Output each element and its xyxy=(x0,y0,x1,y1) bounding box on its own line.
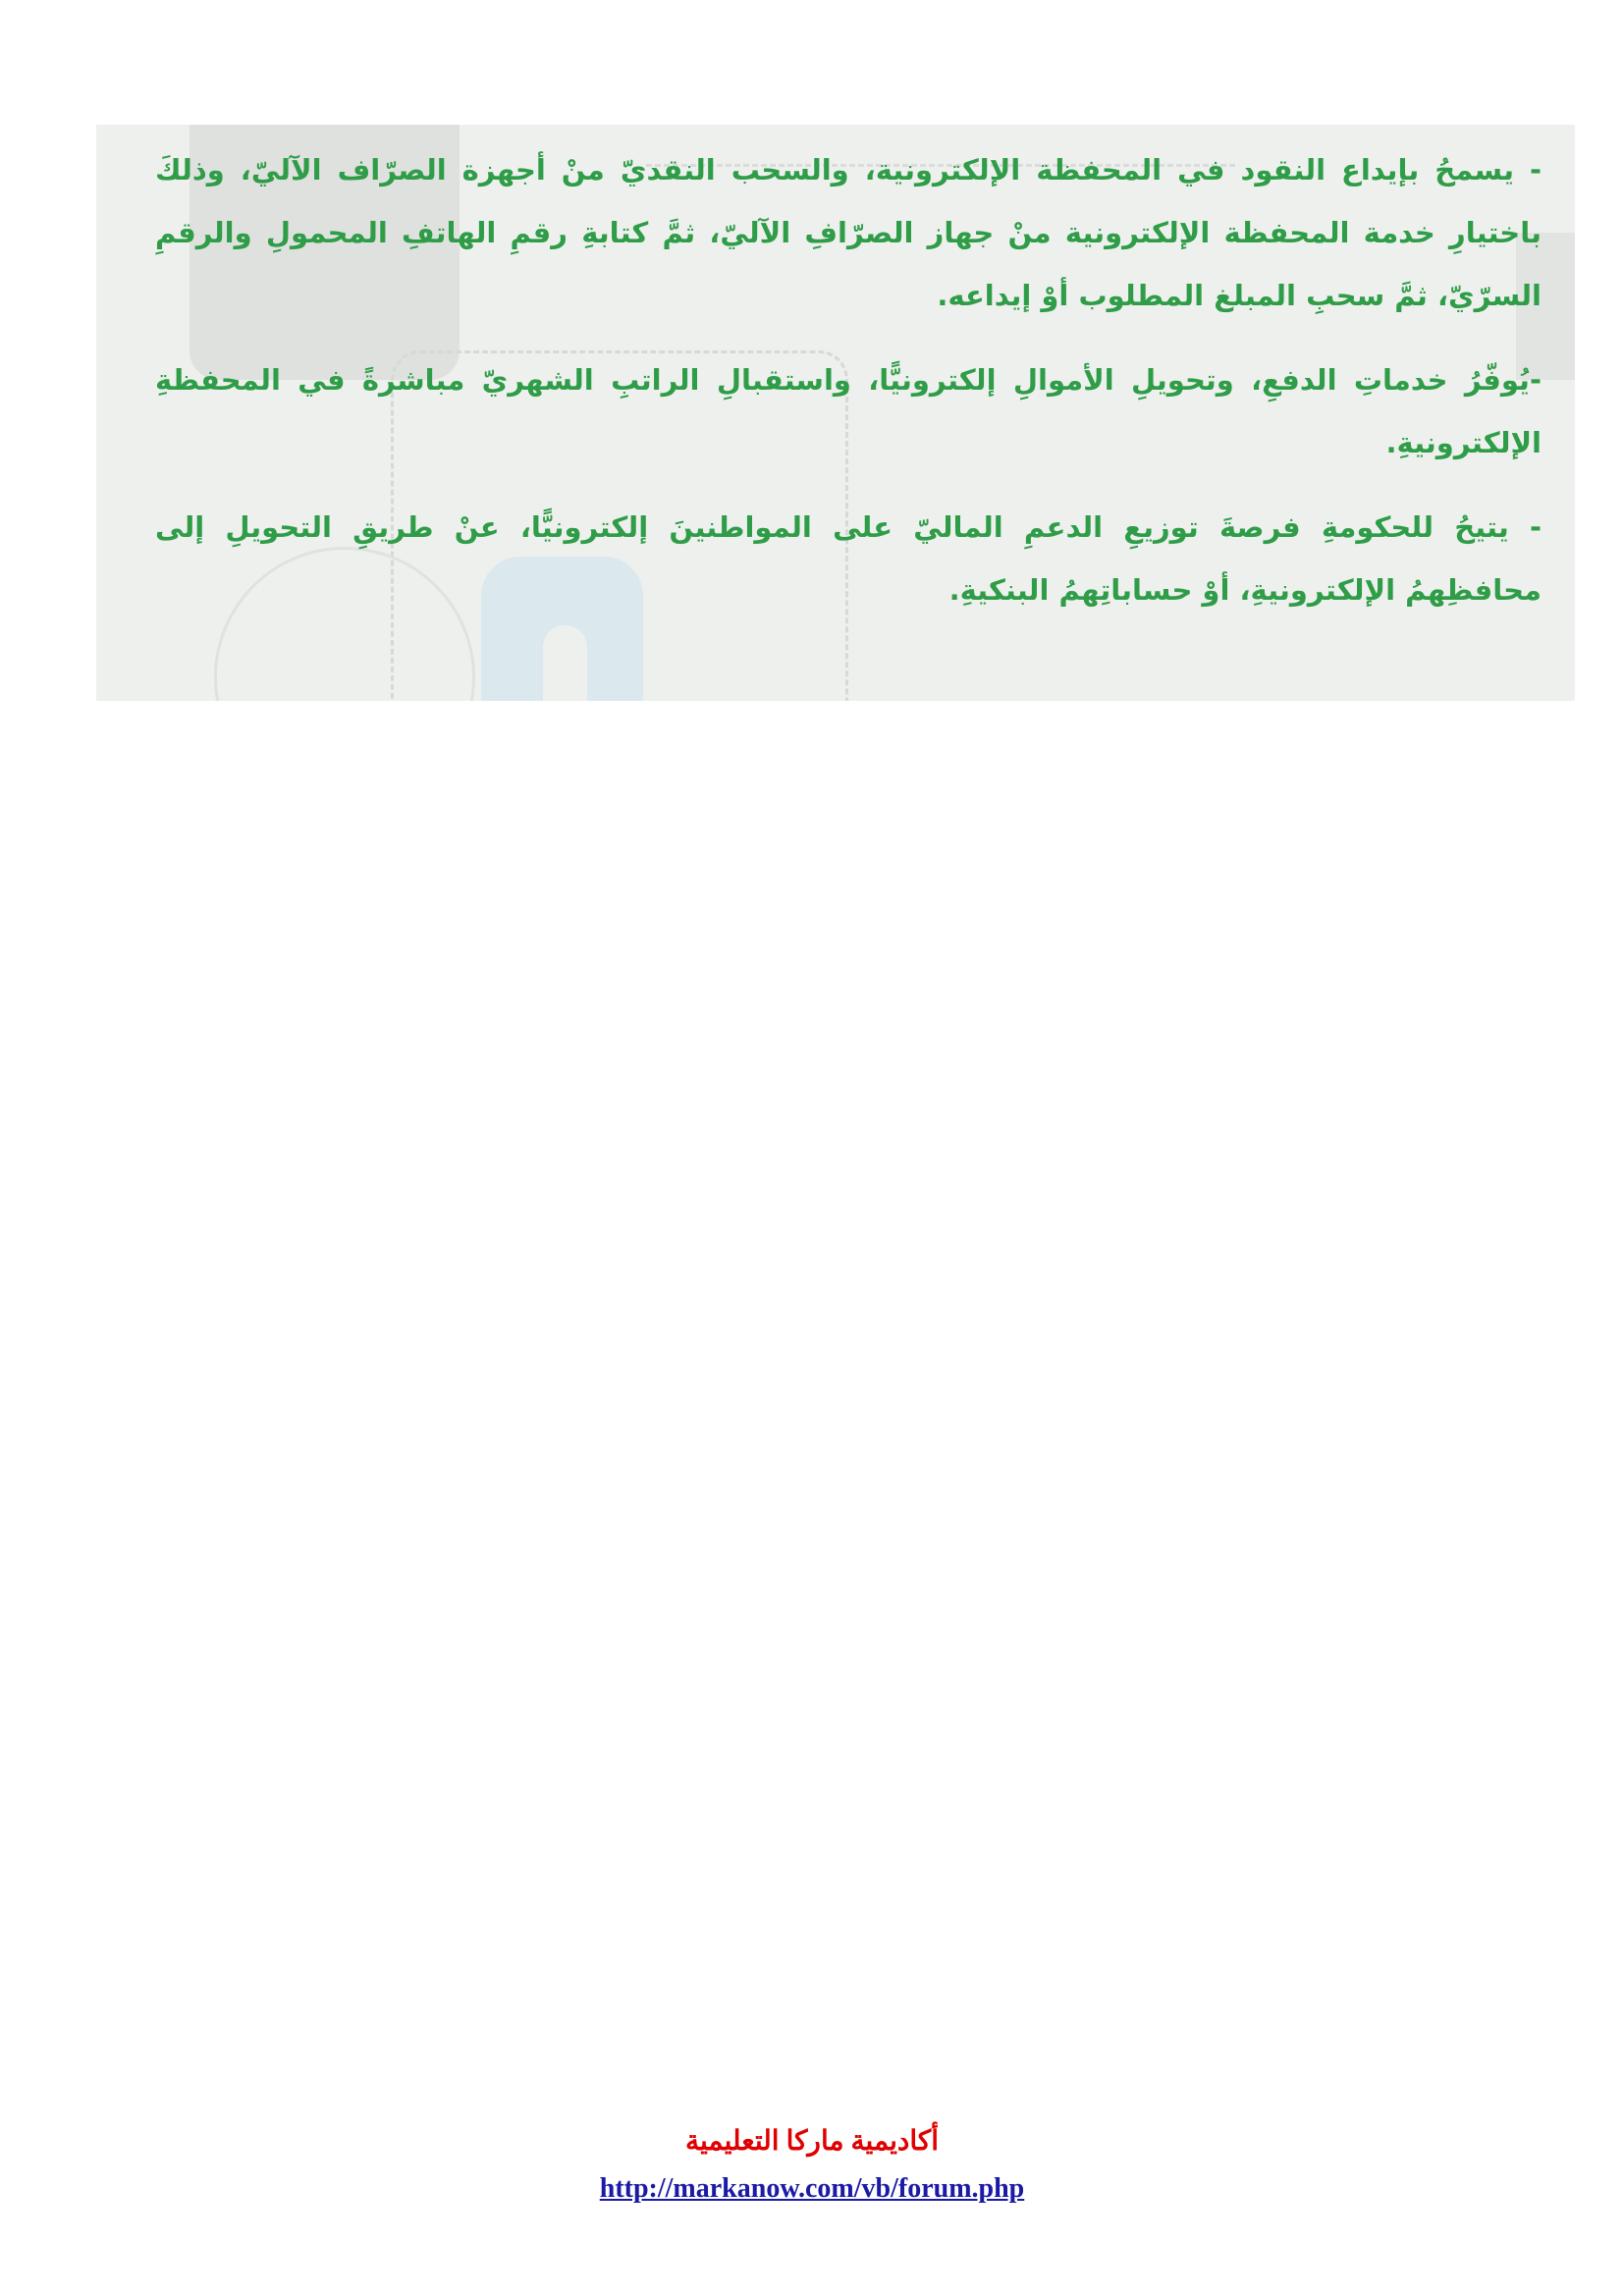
body-text xyxy=(155,138,1542,643)
footer-title: أكاديمية ماركا التعليمية xyxy=(684,2126,940,2157)
content-panel xyxy=(96,125,1575,701)
footer-link[interactable]: http://markanow.com/vb/forum.php xyxy=(599,2173,1025,2204)
paragraph: - يتيحُ للحكومةِ فرصةَ توزيعِ الدعمِ الماليّ على المواطنينَ إلكترونيًّا، عنْ طريقِ التحويلِ إلى محافظِهمُ الإلكترونيةِ، أوْ حساباتِهمُ البنكيةِ. xyxy=(155,510,1542,607)
paragraph: - يسمحُ بإيداع النقود في المحفظة الإلكترونية، والسحب النقديّ منْ أجهزة الصرّاف الآليّ، وذلكَ باختيارِ خدمة المحفظة الإلكترونية منْ جهاز الصرّافِ الآليّ، ثمَّ كتابةِ رقمِ الهاتفِ المحمولِ والرقمِ السرّيّ، ثمَّ سحبِ المبلغ المطلوب أوْ إيداعه. xyxy=(155,153,1542,312)
paragraph: -يُوفّرُ خدماتِ الدفعِ، وتحويلِ الأموالِ إلكترونيًّا، واستقبالِ الراتبِ الشهريّ مباشرةً في المحفظةِ الإلكترونيةِ. xyxy=(155,363,1542,459)
